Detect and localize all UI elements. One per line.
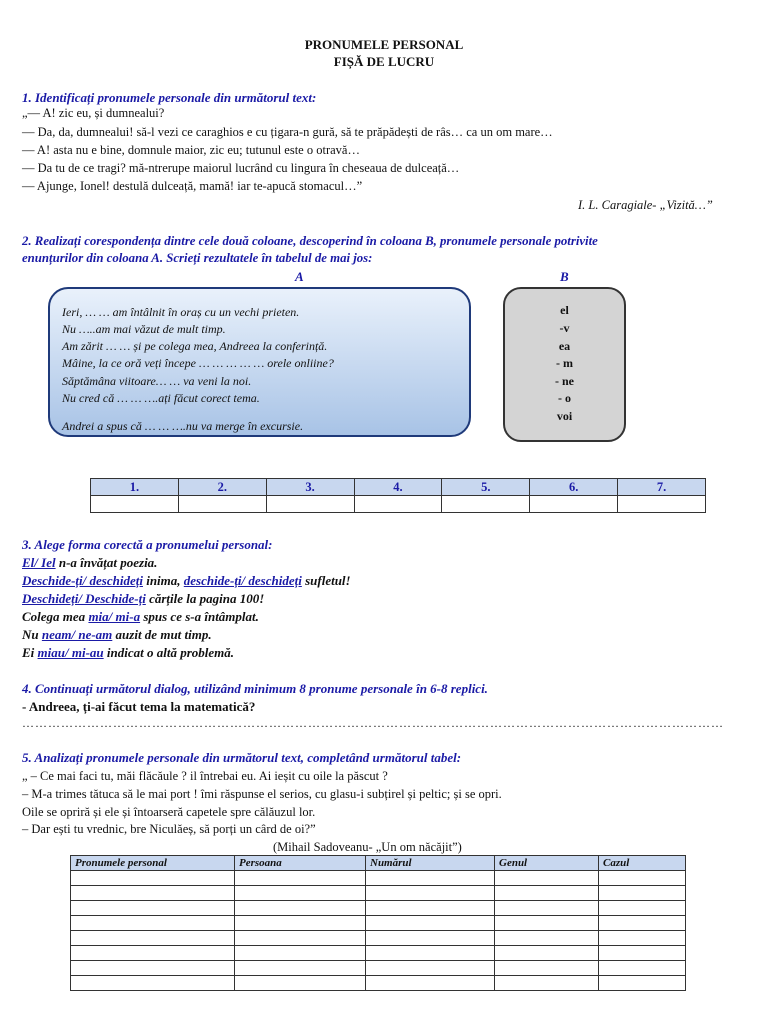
q1-line: — A! asta nu e bine, domnule maior, zic eu; tutunul este o otravă… (22, 143, 360, 157)
column-b-option: ea (558, 339, 571, 353)
column-b-option: - ne (555, 374, 574, 388)
q5-heading: 5. Analizați pronumele personale din următorul text, completând următorul tabel: (22, 750, 462, 765)
answer-header: 1. (91, 479, 179, 496)
analysis-cell[interactable] (599, 916, 686, 931)
analysis-cell[interactable] (71, 976, 235, 991)
analysis-cell[interactable] (366, 886, 495, 901)
answer-header: 5. (442, 479, 530, 496)
analysis-header: Numărul (366, 856, 495, 871)
column-a-label: A (295, 269, 304, 284)
column-a-sentence: Andrei a spus că … … ….nu va merge în excursie. (62, 419, 304, 433)
column-b-option: -v (559, 321, 570, 335)
analysis-cell[interactable] (366, 916, 495, 931)
q3-sentence: Deschide-ți/ deschideți inima, deschide-ți/ deschideți sufletul! (22, 573, 351, 588)
analysis-cell[interactable] (366, 961, 495, 976)
answer-cell[interactable] (442, 496, 530, 513)
q3-option[interactable]: El/ Iel (22, 555, 56, 570)
analysis-cell[interactable] (71, 946, 235, 961)
q3-option[interactable]: mia/ mi-a (88, 609, 141, 624)
q1-line: — Da tu de ce tragi? mă-ntrerupe maiorul lucrând cu lingura în cheseaua de dulceață… (22, 161, 460, 175)
analysis-cell[interactable] (599, 901, 686, 916)
q3-option[interactable]: Deschide-ți/ deschideți (22, 573, 143, 588)
q2-heading-line1: 2. Realizați corespondența dintre cele două coloane, descoperind în coloana B, pronumele personale potrivite (22, 234, 598, 248)
q5-line: – M-a trimes tătuca să le mai port ! îmi răspunse el serios, cu glasu-i subțirel și peltic; și se opri. (22, 787, 502, 801)
analysis-cell[interactable] (366, 871, 495, 886)
q1-heading: 1. Identificați pronumele personale din următorul text: (22, 90, 317, 105)
analysis-cell[interactable] (235, 931, 366, 946)
analysis-cell[interactable] (71, 901, 235, 916)
q5-line: Oile se opriră și ele și întoarseră capetele spre călăuzul lor. (22, 805, 316, 819)
analysis-cell[interactable] (71, 886, 235, 901)
analysis-cell[interactable] (495, 886, 599, 901)
answer-cell[interactable] (91, 496, 179, 513)
answer-table (90, 478, 706, 513)
column-a-sentence: Săptămâna viitoare… … va veni la noi. (62, 374, 252, 388)
analysis-header: Pronumele personal (71, 856, 235, 871)
analysis-cell[interactable] (495, 976, 599, 991)
q4-dialog-line: - Andreea, ți-ai făcut tema la matematică? (22, 699, 256, 714)
answer-cell[interactable] (354, 496, 442, 513)
analysis-cell[interactable] (495, 871, 599, 886)
q2-heading-line2: enunțurilor din coloana A. Scrieți rezultatele în tabelul de mai jos: (22, 251, 373, 265)
analysis-cell[interactable] (71, 961, 235, 976)
analysis-cell[interactable] (235, 886, 366, 901)
column-a-sentence: Nu …..am mai văzut de mult timp. (62, 322, 226, 336)
analysis-cell[interactable] (495, 901, 599, 916)
column-a-sentence: Mâine, la ce oră veți începe … … … … … orele onliine? (62, 356, 334, 370)
analysis-header: Cazul (599, 856, 686, 871)
answer-cell[interactable] (266, 496, 354, 513)
column-a-sentence: Nu cred că … … ….ați făcut corect tema. (62, 391, 260, 405)
column-b-option: - m (556, 356, 573, 370)
analysis-cell[interactable] (71, 916, 235, 931)
q3-option[interactable]: Deschideți/ Deschide-ți (22, 591, 146, 606)
q1-line: „— A! zic eu, și dumnealui? (22, 106, 165, 120)
q3-sentence: Deschideți/ Deschide-ți cărțile la pagina 100! (22, 591, 265, 606)
answer-cell[interactable] (618, 496, 706, 513)
column-a-sentence: Am zărit … … și pe colega mea, Andreea la conferință. (62, 339, 328, 353)
column-b-box (503, 287, 626, 442)
page-subtitle: FIȘĂ DE LUCRU (333, 54, 435, 69)
analysis-cell[interactable] (366, 976, 495, 991)
q3-option[interactable]: miau/ mi-au (37, 645, 104, 660)
q3-sentence: Colega mea mia/ mi-a spus ce s-a întâmplat. (22, 609, 259, 624)
q3-sentence: El/ Iel n-a învățat poezia. (22, 555, 158, 570)
analysis-cell[interactable] (366, 946, 495, 961)
column-b-label: B (560, 269, 569, 284)
analysis-table (70, 855, 686, 991)
q5-author: (Mihail Sadoveanu- „Un om năcăjit”) (273, 840, 462, 854)
analysis-cell[interactable] (366, 901, 495, 916)
page-title: PRONUMELE PERSONAL (304, 37, 464, 52)
answer-cell[interactable] (178, 496, 266, 513)
column-a-sentence: Ieri, … … am întâlnit în oraș cu un vechi prieten. (62, 305, 300, 319)
column-b-option: el (560, 303, 569, 317)
q3-sentence: Ei miau/ mi-au indicat o altă problemă. (22, 645, 235, 660)
q3-option[interactable]: deschide-ți/ deschideți (183, 573, 302, 588)
answer-header: 2. (178, 479, 266, 496)
analysis-cell[interactable] (495, 931, 599, 946)
analysis-cell[interactable] (235, 871, 366, 886)
q3-heading: 3. Alege forma corectă a pronumelui personal: (22, 537, 273, 552)
answer-header: 4. (354, 479, 442, 496)
q1-line: — Da, da, dumnealui! să-l vezi ce caraghios e cu țigara-n gură, să te prăpădești de râs… ca un om mare… (22, 125, 553, 139)
q1-line: — Ajunge, Ionel! destulă dulceață, mamă! iar te-apucă stomacul…” (22, 179, 363, 193)
analysis-cell[interactable] (599, 961, 686, 976)
q4-answer-dots[interactable]: ……………………………………………………………………………………………………………………………………………… (22, 716, 724, 730)
q1-author: I. L. Caragiale- „Vizită…” (578, 198, 713, 212)
column-a-box (48, 287, 471, 437)
analysis-cell[interactable] (599, 931, 686, 946)
analysis-cell[interactable] (495, 946, 599, 961)
analysis-cell[interactable] (599, 976, 686, 991)
analysis-cell[interactable] (71, 931, 235, 946)
analysis-cell[interactable] (235, 961, 366, 976)
analysis-cell[interactable] (366, 931, 495, 946)
analysis-header: Genul (495, 856, 599, 871)
analysis-cell[interactable] (235, 916, 366, 931)
q3-option[interactable]: neam/ ne-am (41, 627, 113, 642)
answer-cell[interactable] (530, 496, 618, 513)
analysis-cell[interactable] (599, 871, 686, 886)
column-b-option: voi (556, 409, 573, 423)
analysis-cell[interactable] (495, 916, 599, 931)
analysis-header: Persoana (235, 856, 366, 871)
column-b-option: - o (558, 391, 571, 405)
q3-sentence: Nu neam/ ne-am auzit de mut timp. (22, 627, 212, 642)
answer-header: 7. (618, 479, 706, 496)
analysis-cell[interactable] (599, 946, 686, 961)
analysis-cell[interactable] (235, 976, 366, 991)
analysis-cell[interactable] (495, 961, 599, 976)
answer-header: 6. (530, 479, 618, 496)
analysis-cell[interactable] (235, 946, 366, 961)
q4-heading: 4. Continuați următorul dialog, utilizând minimum 8 pronume personale în 6-8 replici. (22, 681, 488, 696)
q5-line: – Dar ești tu vrednic, bre Niculăeș, să porți un cârd de oi?” (22, 822, 316, 836)
q5-line: „ – Ce mai faci tu, măi flăcăule ? il întrebai eu. Ai ieșit cu oile la păscut ? (22, 769, 388, 783)
analysis-cell[interactable] (71, 871, 235, 886)
analysis-cell[interactable] (599, 886, 686, 901)
analysis-cell[interactable] (235, 901, 366, 916)
answer-header: 3. (266, 479, 354, 496)
